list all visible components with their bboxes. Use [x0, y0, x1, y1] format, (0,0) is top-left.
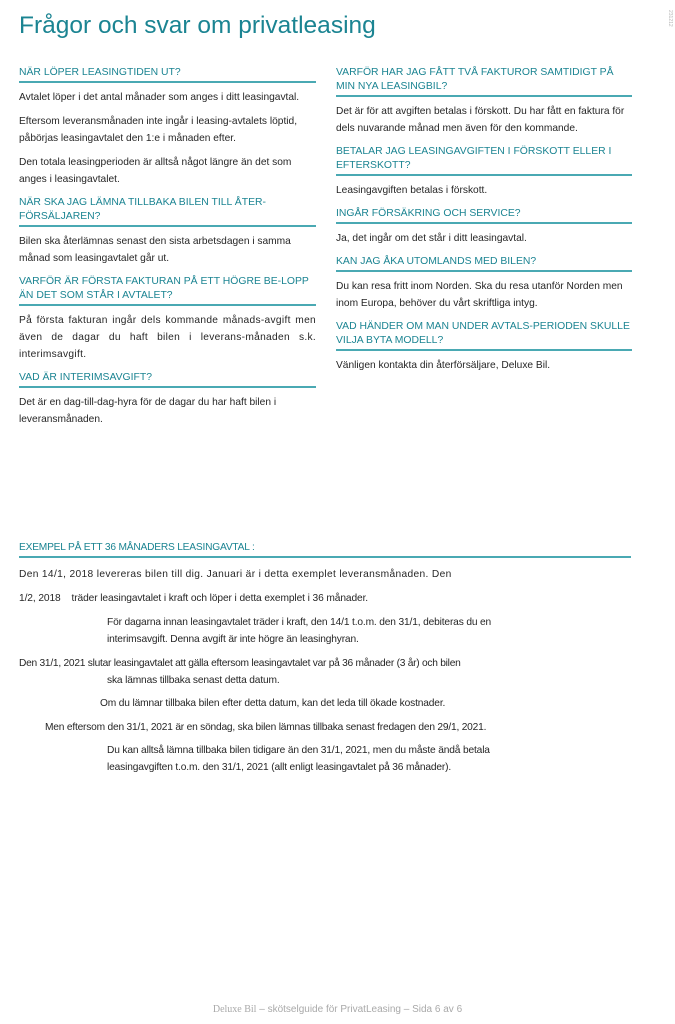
- footer-text: – skötselguide för PrivatLeasing – Sida 6 av 6: [256, 1004, 463, 1015]
- faq-answer: [336, 103, 632, 137]
- answer-paragraph: Eftersom leveransmånaden inte ingår i leasing-avtalets löptid, påbörjas leasingavtalet den 1:e i månaden efter.: [19, 116, 298, 144]
- document-code: 231212: [667, 10, 673, 27]
- faq-question: KAN JAG ÅKA UTOMLANDS MED BILEN?: [336, 255, 632, 272]
- faq-item: [19, 371, 316, 428]
- faq-answer: [336, 230, 632, 247]
- example-line: Du kan alltså lämna tillbaka bilen tidigare än den 31/1, 2021, men du måste ändå betala: [107, 745, 490, 756]
- faq-answer: [19, 233, 316, 267]
- answer-paragraph: Det är för att avgiften betalas i förskott. Du har fått en faktura för dels nuvarande månad men även för den kommande.: [336, 106, 625, 134]
- example-line: 1/2, 2018 träder leasingavtalet i kraft och löper i detta exemplet i 36 månader.: [19, 593, 369, 604]
- footer-brand: Deluxe Bil: [212, 1004, 257, 1015]
- example-line: Den 14/1, 2018 levereras bilen till dig. Januari är i detta exemplet leveransmånaden. Den: [19, 569, 452, 580]
- faq-question: BETALAR JAG LEASINGAVGIFTEN I FÖRSKOTT ELLER I EFTERSKOTT?: [336, 145, 632, 176]
- faq-question: NÄR SKA JAG LÄMNA TILLBAKA BILEN TILL ÅTER-FÖRSÄLJAREN?: [19, 196, 316, 227]
- faq-question: NÄR LÖPER LEASINGTIDEN UT?: [19, 66, 316, 83]
- faq-item: [19, 66, 316, 188]
- faq-item: [336, 320, 632, 374]
- example-line: interimsavgift. Denna avgift är inte högre än leasinghyran.: [107, 634, 359, 645]
- example-line: För dagarna innan leasingavtalet träder i kraft, den 14/1 t.o.m. den 31/1, debiteras du en: [107, 617, 492, 628]
- faq-answer: [19, 312, 316, 363]
- faq-answer: [336, 278, 632, 312]
- example-line: Om du lämnar tillbaka bilen efter detta datum, kan det leda till ökade kostnader.: [100, 698, 446, 709]
- example-line: Men eftersom den 31/1, 2021 är en söndag, ska bilen lämnas tillbaka senast fredagen den 29/1, 2021.: [45, 722, 487, 733]
- example-line: ska lämnas tillbaka senast detta datum.: [107, 675, 280, 686]
- answer-paragraph: Den totala leasingperioden är alltså något längre än det som anges i leasingavtalet.: [19, 157, 292, 185]
- leasing-example-section: [19, 541, 631, 558]
- answer-paragraph: Leasingavgiften betalas i förskott.: [336, 185, 488, 196]
- faq-item: [19, 196, 316, 267]
- faq-item: [336, 145, 632, 199]
- faq-question: VARFÖR ÄR FÖRSTA FAKTURAN PÅ ETT HÖGRE BE-LOPP ÄN DET SOM STÅR I AVTALET?: [19, 275, 316, 306]
- answer-paragraph: Vänligen kontakta din återförsäljare, Deluxe Bil.: [336, 360, 551, 371]
- answer-paragraph: Avtalet löper i det antal månader som anges i ditt leasingavtal.: [19, 92, 300, 103]
- faq-answer: [336, 357, 632, 374]
- faq-answer: [336, 182, 632, 199]
- faq-item: [336, 207, 632, 247]
- faq-answer: [19, 89, 316, 188]
- answer-paragraph: På första fakturan ingår dels kommande månads-avgift men även de dagar du haft bilen i leverans-månaden s.k. interimsavgift.: [19, 315, 316, 360]
- answer-paragraph: Ja, det ingår om det står i ditt leasingavtal.: [336, 233, 527, 244]
- page-title: Frågor och svar om privatleasing: [19, 12, 376, 39]
- answer-paragraph: Du kan resa fritt inom Norden. Ska du resa utanför Norden men inom Europa, behöver du vårt skriftliga intyg.: [336, 281, 623, 309]
- faq-right-column: [336, 66, 632, 382]
- faq-question: VAD ÄR INTERIMSAVGIFT?: [19, 371, 316, 388]
- faq-item: [336, 255, 632, 312]
- faq-item: [336, 66, 632, 137]
- example-line: leasingavgiften t.o.m. den 31/1, 2021 (allt enligt leasingavtalet på 36 månader).: [107, 762, 452, 773]
- faq-question: VAD HÄNDER OM MAN UNDER AVTALS-PERIODEN SKULLE VILJA BYTA MODELL?: [336, 320, 632, 351]
- example-heading: EXEMPEL PÅ ETT 36 MÅNADERS LEASINGAVTAL :: [19, 541, 631, 558]
- answer-paragraph: Det är en dag-till-dag-hyra för de dagar du har haft bilen i leveransmånaden.: [19, 397, 277, 425]
- faq-question: VARFÖR HAR JAG FÅTT TVÅ FAKTUROR SAMTIDIGT PÅ MIN NYA LEASINGBIL?: [336, 66, 632, 97]
- faq-left-column: [19, 66, 316, 436]
- faq-item: [19, 275, 316, 363]
- page-footer: [0, 1004, 675, 1015]
- answer-paragraph: Bilen ska återlämnas senast den sista arbetsdagen i samma månad som leasingavtalet går ut.: [19, 236, 291, 264]
- example-line: Den 31/1, 2021 slutar leasingavtalet att gälla eftersom leasingavtalet var på 36 månader (3 år) och bilen: [19, 658, 461, 669]
- faq-answer: [19, 394, 316, 428]
- faq-question: INGÅR FÖRSÄKRING OCH SERVICE?: [336, 207, 632, 224]
